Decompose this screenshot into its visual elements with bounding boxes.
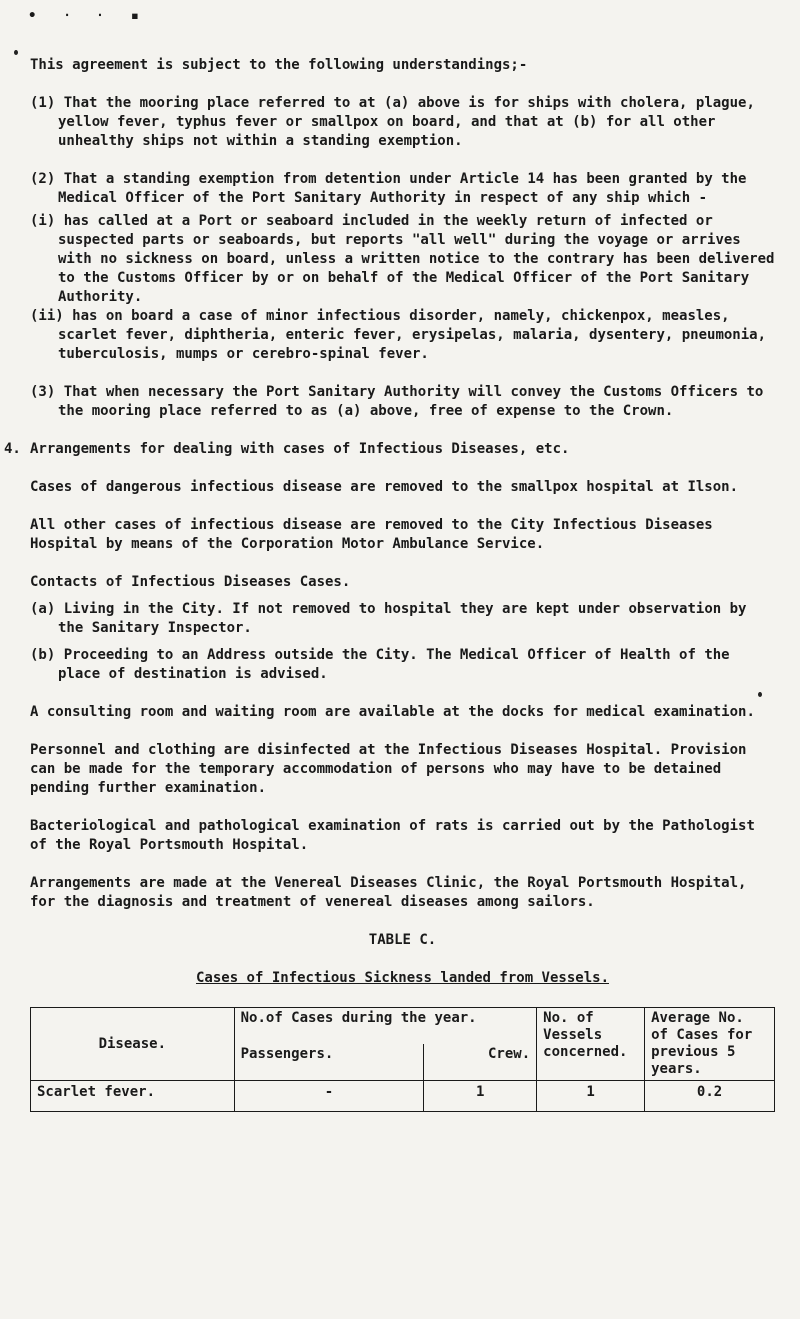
other-cases-text: All other cases of infectious disease are removed to the City Infectious Diseases Hospital by means of the Corporation Motor Ambulance Service. [30,517,713,552]
scan-speck [14,50,18,55]
dangerous-cases-text: Cases of dangerous infectious disease are removed to the smallpox hospital at Ilson. [30,479,739,495]
cell-vessels: 1 [537,1081,645,1112]
scan-speck [758,692,762,697]
contact-a [30,600,775,638]
cell-crew: 1 [424,1081,537,1112]
contact-a-text: Living in the City. If not removed to hospital they are kept under observation by the Sanitary Inspector. [58,601,747,636]
header-vessels: No. of Vessels concerned. [537,1008,645,1081]
header-passengers: Passengers. [234,1044,424,1081]
infectious-sickness-table [30,1007,775,1112]
intro-text: This agreement is subject to the following understandings;- [30,57,528,73]
cell-disease: Scarlet fever. [31,1081,235,1112]
table-caption: Cases of Infectious Sickness landed from Vessels. [195,970,609,986]
header-average: Average No. of Cases for previous 5 years. [645,1008,775,1081]
condition-3-number: (3) [30,384,56,400]
cell-average: 0.2 [645,1081,775,1112]
venereal-clinic-text: Arrangements are made at the Venereal Diseases Clinic, the Royal Portsmouth Hospital, for the diagnosis and treatment of venereal diseases among sailors. [30,875,747,910]
table-title: TABLE C. [368,932,437,948]
consulting-room-text: A consulting room and waiting room are available at the docks for medical examination. [30,704,755,720]
subcondition-i-text: has called at a Port or seaboard included in the weekly return of infected or suspected parts or seaboards, but reports "all well" during the voyage or arrives with no sickness on board, unless a written notice to the contrary has been delivered to the Customs Officer by or on behalf of the Medical Officer of the Port Sanitary Authority. [58,213,775,305]
section-4-heading: 4. Arrangements for dealing with cases of Infectious Diseases, etc. [4,441,570,457]
cell-passengers: - [234,1081,424,1112]
contacts-heading: Contacts of Infectious Diseases Cases. [30,574,351,590]
header-disease: Disease. [31,1008,235,1081]
table-header-row [31,1008,775,1045]
header-cases-during-year: No.of Cases during the year. [234,1008,537,1045]
condition-1-text: That the mooring place referred to at (a) above is for ships with cholera, plague, yellow fever, typhus fever or smallpox on board, and that at (b) for all other unhealthy ships not within a standing exemption. [58,95,755,149]
table-row [31,1081,775,1112]
contact-b [30,646,775,684]
condition-1-number: (1) [30,95,56,111]
header-crew: Crew. [424,1044,537,1081]
subcondition-i-number: (i) [30,213,56,229]
subcondition-i [30,212,775,307]
rat-examination-text: Bacteriological and pathological examination of rats is carried out by the Pathologist of the Royal Portsmouth Hospital. [30,818,755,853]
document-body [4,56,775,1112]
condition-3 [30,383,775,421]
section-4-number: 4. [4,441,21,457]
condition-3-text: That when necessary the Port Sanitary Authority will convey the Customs Officers to the mooring place referred to as (a) above, free of expense to the Crown. [58,384,764,419]
condition-2 [30,170,775,208]
condition-2-number: (2) [30,171,56,187]
subcondition-ii-text: has on board a case of minor infectious disorder, namely, chickenpox, measles, scarlet fever, diphtheria, enteric fever, erysipelas, malaria, dysentery, pneumonia, tuberculosis, mumps or cerebro-spinal fever. [58,308,767,362]
condition-1 [30,94,775,151]
disinfection-text: Personnel and clothing are disinfected at the Infectious Diseases Hospital. Provision can be made for the temporary accommodation of persons who may have to be detained pending further examination. [30,742,747,796]
contact-a-number: (a) [30,601,56,617]
contact-b-number: (b) [30,647,56,663]
contact-b-text: Proceeding to an Address outside the City. The Medical Officer of Health of the place of destination is advised. [58,647,730,682]
scan-specks: • ‧ ‧ ▪ [28,8,150,24]
subcondition-ii [30,307,775,364]
condition-2-text: That a standing exemption from detention under Article 14 has been granted by the Medical Officer of the Port Sanitary Authority in respect of any ship which - [58,171,747,206]
subcondition-ii-number: (ii) [30,308,64,324]
